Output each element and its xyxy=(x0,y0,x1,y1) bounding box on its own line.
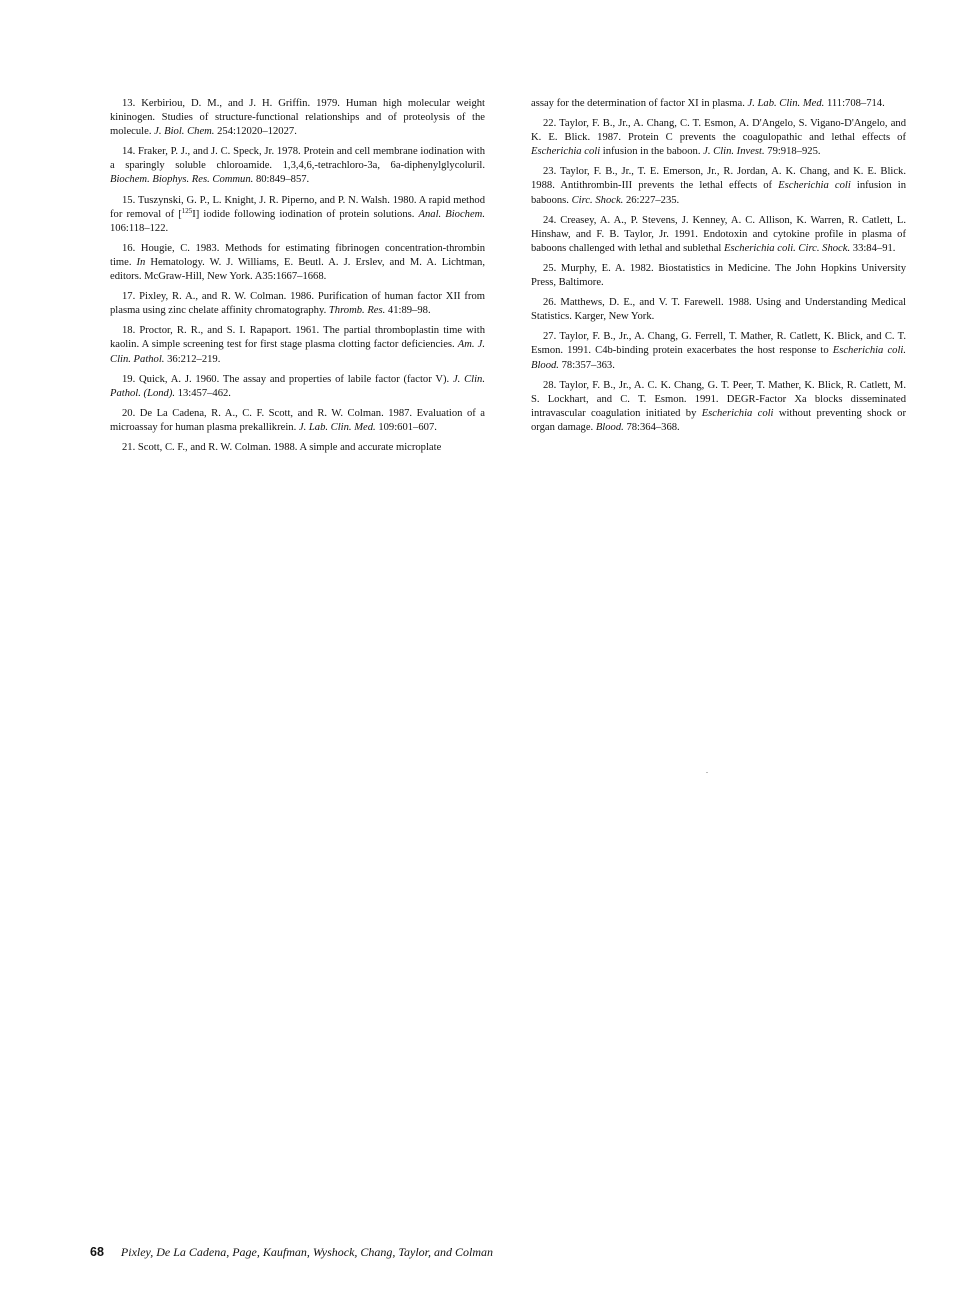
reference-text: 14. Fraker, P. J., and J. C. Speck, Jr. 1978. Protein and cell membrane iodination with a sparingly soluble chloroamide. 1,3,4,6,-tetrachloro-3a, 6a-diphenylglycoluril. xyxy=(110,146,485,172)
reference-text: 111:708–714. xyxy=(824,98,885,109)
reference-text: 23. Taylor, F. B., Jr., T. E. Emerson, Jr., R. Jordan, A. K. Chang, and K. E. Blick. 1988. Antithrombin-III prevents the lethal effects of xyxy=(531,166,906,192)
reference-text: 41:89–98. xyxy=(385,305,431,317)
references-right-column xyxy=(531,97,906,441)
reference-text: 15. Tuszynski, G. P., L. Knight, J. R. Piperno, and P. N. Walsh. 1980. A rapid method for removal of [ xyxy=(110,194,485,220)
reference-text: infusion in the baboon. xyxy=(600,146,704,158)
reference-italic-text: Thromb. Res. xyxy=(328,305,386,317)
reference-ref21-cont xyxy=(531,97,906,111)
reference-ref23 xyxy=(531,165,906,207)
page-number: 68 xyxy=(90,1245,104,1259)
reference-text: 18. Proctor, R. R., and S. I. Rapaport. 1961. The partial thromboplastin time with kaolin. A simple screening test for first stage plasma clotting factor deficiencies. xyxy=(110,325,485,351)
reference-text: 33:84–91. xyxy=(850,242,896,254)
reference-italic-text: Escherichia coli xyxy=(531,146,601,158)
reference-text: 20. De La Cadena, R. A., C. F. Scott, and R. W. Colman. 1987. Evaluation of a microassay for human plasma prekallikrein. xyxy=(110,407,485,433)
reference-text: without preventing shock or organ damage. xyxy=(531,407,906,433)
reference-ref15 xyxy=(110,194,485,236)
reference-ref28 xyxy=(531,379,906,435)
reference-ref24 xyxy=(531,214,906,256)
reference-text: 28. Taylor, F. B., Jr., A. C. K. Chang, G. T. Peer, T. Mather, K. Blick, R. Catlett, M. S. Lockhart, and C. T. Esmon. 1991. DEGR-Factor Xa blocks disseminated intravascular coagulation initiated by xyxy=(531,379,906,419)
running-footer-authors: Pixley, De La Cadena, Page, Kaufman, Wyshock, Chang, Taylor, and Colman xyxy=(120,1245,493,1259)
reference-text: assay for the determination of factor XI in plasma. xyxy=(531,98,748,109)
reference-text: 24. Creasey, A. A., P. Stevens, J. Kenney, A. C. Allison, K. Warren, R. Catlett, L. Hinshaw, and F. B. Taylor, Jr. 1991. Endotoxin and cytokine profile in plasma of baboons challenged with lethal and sublethal xyxy=(531,214,906,254)
reference-superscript: 125 xyxy=(181,206,193,215)
reference-ref25 xyxy=(531,262,906,290)
reference-ref14 xyxy=(110,145,485,187)
reference-text: I] iodide following iodination of protein solutions. xyxy=(192,208,419,220)
reference-italic-text: J. Clin. Pathol. (Lond). xyxy=(110,373,485,399)
reference-text: 13:457–462. xyxy=(175,387,231,399)
reference-italic-text: J. Clin. Invest. xyxy=(703,146,765,158)
reference-text: 21. Scott, C. F., and R. W. Colman. 1988. A simple and accurate microplate xyxy=(122,441,442,453)
reference-italic-text: In xyxy=(136,256,146,268)
reference-italic-text: J. Lab. Clin. Med. xyxy=(747,98,825,109)
reference-text: 22. Taylor, F. B., Jr., A. Chang, C. T. Esmon, A. D'Angelo, S. Vigano-D'Angelo, and K. E. Blick. 1987. Protein C prevents the coagulopathic and lethal effects of xyxy=(531,118,906,144)
reference-italic-text: Escherichia coli. Blood. xyxy=(531,345,906,371)
reference-text: 80:849–857. xyxy=(253,174,310,186)
reference-text: 109:601–607. xyxy=(375,421,437,433)
scan-speck xyxy=(706,772,708,773)
reference-ref20 xyxy=(110,407,485,435)
reference-italic-text: J. Biol. Chem. xyxy=(154,126,215,138)
reference-ref22 xyxy=(531,117,906,159)
reference-ref18 xyxy=(110,324,485,366)
reference-italic-text: Circ. Shock. xyxy=(571,194,624,206)
reference-text: 26:227–235. xyxy=(623,194,680,206)
reference-italic-text: Biochem. Biophys. Res. Commun. xyxy=(110,174,254,186)
reference-ref21 xyxy=(110,441,485,455)
reference-text: Hematology. W. J. Williams, E. Beutl. A. J. Erslev, and M. A. Lichtman, editors. McGraw-Hill, New York. A35:1667–1668. xyxy=(110,256,485,283)
reference-text: 17. Pixley, R. A., and R. W. Colman. 1986. Purification of human factor XII from plasma using zinc chelate affinity chromatography. xyxy=(110,291,485,317)
reference-text: 25. Murphy, E. A. 1982. Biostatistics in Medicine. The John Hopkins University Press, Baltimore. xyxy=(531,262,906,289)
reference-text: 26. Matthews, D. E., and V. T. Farewell. 1988. Using and Understanding Medical Statistics. Karger, New York. xyxy=(531,297,906,323)
reference-ref19 xyxy=(110,373,485,401)
reference-italic-text: Escherichia coli xyxy=(778,180,851,192)
reference-text: 27. Taylor, F. B., Jr., A. Chang, G. Ferrell, T. Mather, R. Catlett, K. Blick, and C. T. Esmon. 1991. C4b-binding protein exacerbates the host response to xyxy=(531,331,906,357)
reference-text: 13. Kerbiriou, D. M., and J. H. Griffin. 1979. Human high molecular weight kininogen. Studies of structure-functional relationships and of proteolysis of the molecule. xyxy=(110,98,485,138)
reference-ref13 xyxy=(110,97,485,139)
reference-text: 19. Quick, A. J. 1960. The assay and properties of labile factor (factor V). xyxy=(122,373,453,385)
page-footer xyxy=(90,1245,493,1260)
reference-italic-text: Anal. Biochem. xyxy=(418,208,485,220)
reference-italic-text: Escherichia coli xyxy=(701,407,774,419)
reference-text: 106:118–122. xyxy=(110,222,169,234)
reference-ref16 xyxy=(110,242,485,284)
reference-text: 79:918–925. xyxy=(764,146,821,158)
reference-text: 254:12020–12027. xyxy=(214,126,297,138)
reference-ref26 xyxy=(531,296,906,324)
reference-ref27 xyxy=(531,330,906,372)
reference-italic-text: Am. J. Clin. Pathol. xyxy=(110,339,485,365)
reference-text: 78:364–368. xyxy=(623,421,680,433)
reference-ref17 xyxy=(110,290,485,318)
reference-italic-text: J. Lab. Clin. Med. xyxy=(298,421,376,433)
reference-text: 36:212–219. xyxy=(164,353,221,365)
reference-text: infusion in baboons. xyxy=(531,180,906,206)
reference-italic-text: Blood. xyxy=(595,421,624,433)
references-left-column xyxy=(110,97,485,461)
reference-italic-text: Escherichia coli. Circ. Shock. xyxy=(724,242,851,254)
reference-text: 16. Hougie, C. 1983. Methods for estimating fibrinogen concentration-thrombin time. xyxy=(110,242,485,268)
reference-text: 78:357–363. xyxy=(558,359,615,371)
